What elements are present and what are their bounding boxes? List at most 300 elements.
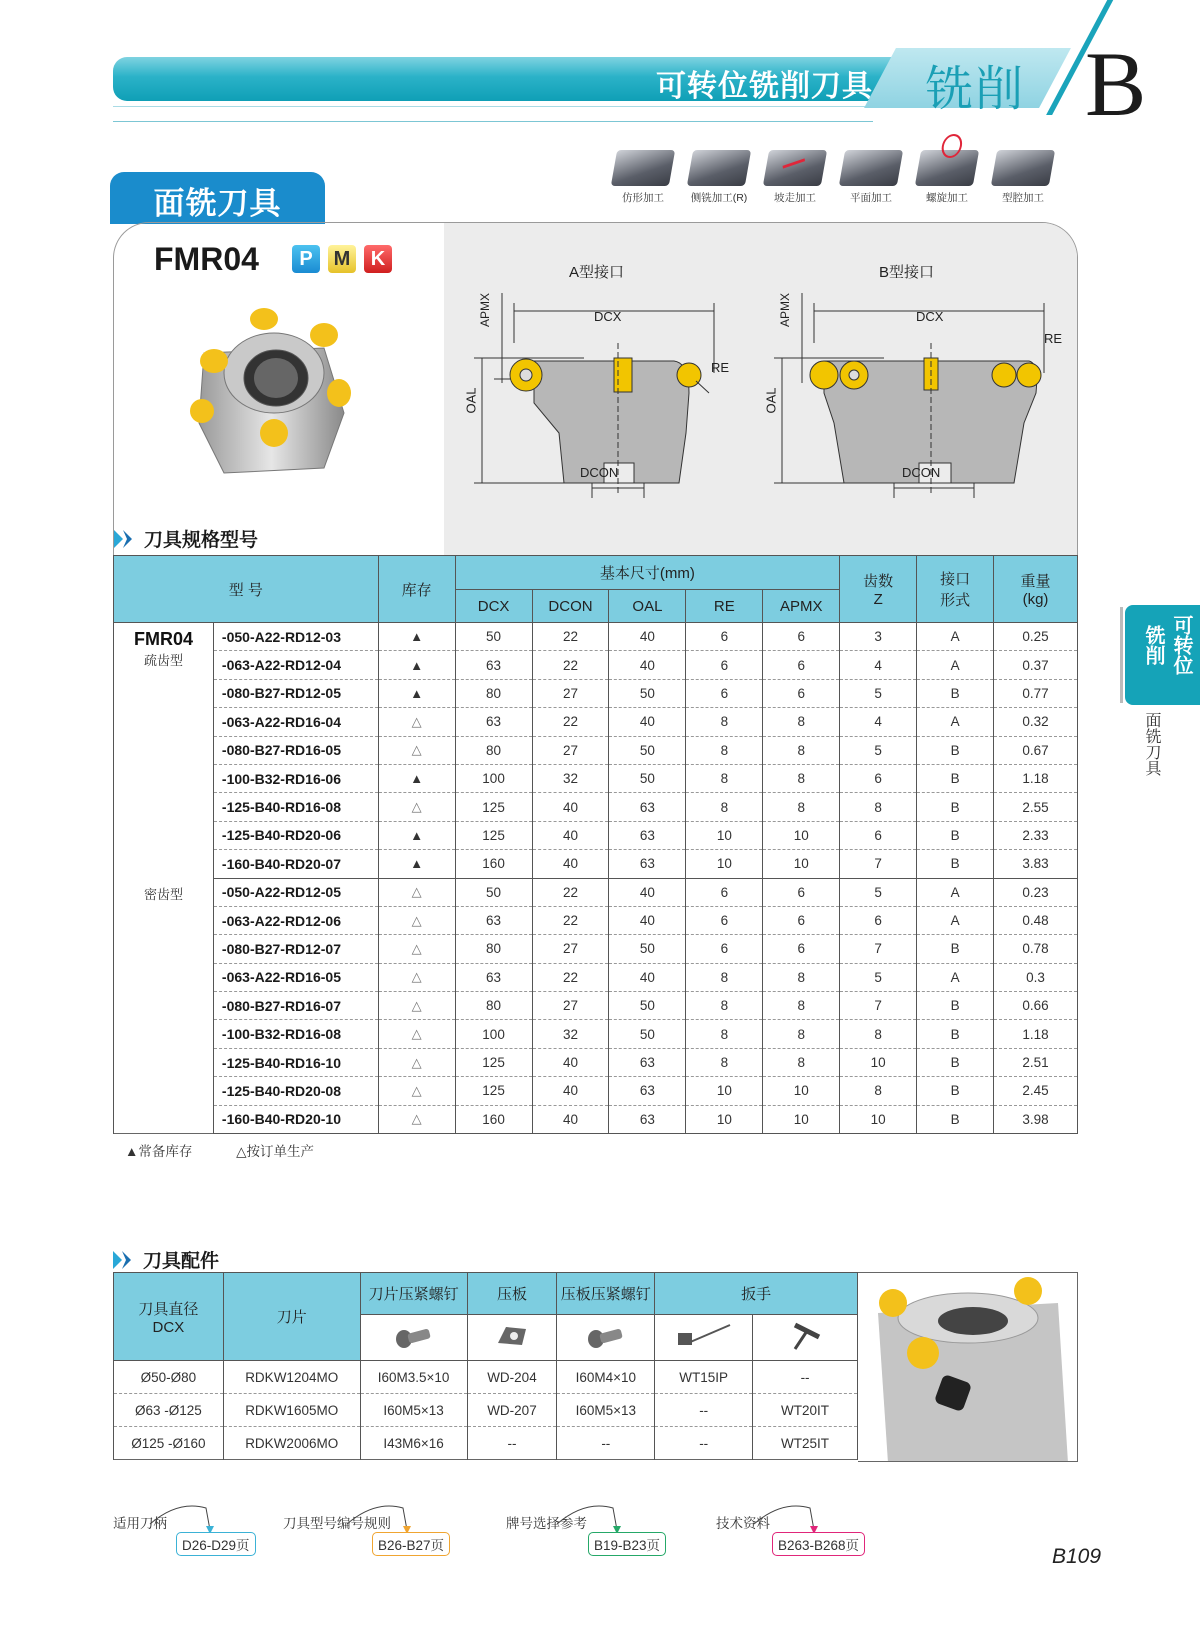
- cell-dcon: 22: [532, 878, 609, 906]
- col-model: 型 号: [114, 556, 379, 623]
- helical-icon: [915, 150, 979, 186]
- cell-re: 6: [686, 906, 763, 934]
- spec-table: [113, 555, 1078, 1134]
- section-letter: B: [1085, 33, 1147, 135]
- cell-dcx: 100: [455, 1020, 532, 1048]
- cell-dcon: 22: [532, 708, 609, 736]
- cell-dcx: 100: [455, 764, 532, 792]
- clamp-image: [467, 1315, 557, 1361]
- model-code: -125-B40-RD20-08: [213, 1077, 378, 1105]
- cell-apmx: 6: [763, 679, 840, 707]
- cell-re: 10: [686, 821, 763, 849]
- cell-z: 10: [840, 1105, 917, 1133]
- cell-iface: B: [917, 850, 994, 878]
- cell-dcon: 32: [532, 764, 609, 792]
- accessories-label: 刀具配件: [143, 1251, 220, 1272]
- cell-re: 8: [686, 1020, 763, 1048]
- cell-oal: 50: [609, 1020, 686, 1048]
- double-chevron-icon: [114, 530, 138, 548]
- cell-stock: △: [378, 1105, 455, 1133]
- cell-dcx: 160: [455, 850, 532, 878]
- cell-clamp-screw: I60M4×10: [557, 1361, 655, 1394]
- cell-dcon: 40: [532, 1077, 609, 1105]
- cell-dcx: 80: [455, 736, 532, 764]
- table-row: [114, 1394, 858, 1427]
- model-code: -160-B40-RD20-07: [213, 850, 378, 878]
- model-code: -063-A22-RD16-05: [213, 963, 378, 991]
- table-row: [114, 850, 1078, 878]
- operation-label: 型腔加工: [1002, 192, 1044, 204]
- cell-dcx: Ø125 -Ø160: [114, 1427, 224, 1460]
- cell-kg: 2.33: [994, 821, 1078, 849]
- footer-link-pages[interactable]: B263-B268页: [772, 1532, 865, 1556]
- cell-apmx: 8: [763, 1048, 840, 1076]
- cell-iface: B: [917, 1105, 994, 1133]
- operation-label: 坡走加工: [774, 192, 816, 204]
- operation-label: 仿形加工: [622, 192, 664, 204]
- cell-iface: A: [917, 906, 994, 934]
- cell-kg: 0.25: [994, 623, 1078, 651]
- header-divider: [113, 106, 973, 107]
- col-insert-screw: 刀片压紧螺钉: [360, 1273, 467, 1315]
- cell-wrench2: WT25IT: [753, 1427, 858, 1460]
- table-row: [114, 821, 1078, 849]
- cell-dcon: 40: [532, 821, 609, 849]
- cell-stock: △: [378, 1020, 455, 1048]
- footer-link-label: 牌号选择参考: [506, 1516, 587, 1531]
- face-milling-icon: [839, 150, 903, 186]
- cell-apmx: 8: [763, 736, 840, 764]
- cell-iface: A: [917, 963, 994, 991]
- cell-kg: 0.66: [994, 992, 1078, 1020]
- col-oal: OAL: [609, 590, 686, 623]
- oal-label: OAL: [463, 387, 479, 414]
- model-code: -063-A22-RD12-06: [213, 906, 378, 934]
- cell-dcon: 27: [532, 679, 609, 707]
- table-row: [114, 1361, 858, 1394]
- cell-dcx: 80: [455, 992, 532, 1020]
- cell-iface: B: [917, 679, 994, 707]
- arrow-icon: [345, 1500, 415, 1534]
- cell-oal: 40: [609, 906, 686, 934]
- cell-kg: 0.78: [994, 935, 1078, 963]
- series-group-cell: [114, 623, 214, 879]
- cell-apmx: 6: [763, 935, 840, 963]
- cell-clamp-screw: I60M5×13: [557, 1394, 655, 1427]
- model-code: -063-A22-RD12-04: [213, 651, 378, 679]
- cell-re: 8: [686, 736, 763, 764]
- cell-iface: A: [917, 623, 994, 651]
- operation-item: [914, 150, 980, 205]
- page-number: B109: [1052, 1545, 1102, 1568]
- diagram-a-title: A型接口: [569, 264, 625, 281]
- operation-label: 平面加工: [850, 192, 892, 204]
- cell-dcon: 27: [532, 736, 609, 764]
- double-chevron-icon: [113, 1251, 137, 1269]
- cell-iface: B: [917, 1020, 994, 1048]
- cell-dcon: 22: [532, 906, 609, 934]
- cell-dcx: 125: [455, 1048, 532, 1076]
- cell-z: 10: [840, 1048, 917, 1076]
- side-tab-line2: 铣削: [1142, 625, 1164, 665]
- cell-oal: 63: [609, 1105, 686, 1133]
- cell-dcon: 22: [532, 651, 609, 679]
- spec-section-title: [114, 525, 258, 552]
- cell-insert-screw: I43M6×16: [360, 1427, 467, 1460]
- series-name: FMR04: [133, 629, 193, 649]
- model-code: -160-B40-RD20-10: [213, 1105, 378, 1133]
- table-row: [114, 992, 1078, 1020]
- table-row: [114, 679, 1078, 707]
- col-dcon: DCON: [532, 590, 609, 623]
- cell-kg: 0.3: [994, 963, 1078, 991]
- cell-z: 8: [840, 1020, 917, 1048]
- cell-stock: △: [378, 963, 455, 991]
- model-code: -100-B32-RD16-06: [213, 764, 378, 792]
- cell-re: 6: [686, 679, 763, 707]
- cell-stock: △: [378, 992, 455, 1020]
- section-tab-label: 面铣刀具: [153, 186, 282, 221]
- accessories-title: [113, 1246, 219, 1273]
- screw-icon: [586, 1321, 626, 1351]
- cell-re: 10: [686, 850, 763, 878]
- dcx-label: DCX: [594, 309, 622, 324]
- cell-z: 4: [840, 651, 917, 679]
- grade-badge-k: K: [364, 245, 392, 273]
- model-code: -080-B27-RD12-07: [213, 935, 378, 963]
- model-code: -050-A22-RD12-03: [213, 623, 378, 651]
- series-type: 疏齿型: [143, 653, 183, 668]
- col-clamp: 压板: [467, 1273, 557, 1315]
- cell-wrench2: --: [753, 1361, 858, 1394]
- cutter-photo: [164, 293, 364, 483]
- product-name: FMR04: [154, 241, 259, 277]
- cell-dcon: 40: [532, 793, 609, 821]
- table-row: [114, 1105, 1078, 1133]
- cell-z: 8: [840, 793, 917, 821]
- table-row: [114, 963, 1078, 991]
- footer-link-label: 技术资料: [716, 1516, 770, 1531]
- cell-z: 5: [840, 736, 917, 764]
- table-row: [114, 878, 1078, 906]
- cell-z: 6: [840, 821, 917, 849]
- cell-oal: 40: [609, 878, 686, 906]
- model-code: -080-B27-RD16-05: [213, 736, 378, 764]
- cell-iface: B: [917, 1048, 994, 1076]
- cell-iface: B: [917, 935, 994, 963]
- re-label: RE: [711, 360, 730, 375]
- model-code: -080-B27-RD12-05: [213, 679, 378, 707]
- col-apmx: APMX: [763, 590, 840, 623]
- cell-iface: B: [917, 992, 994, 1020]
- cell-apmx: 10: [763, 850, 840, 878]
- cell-clamp: WD-204: [467, 1361, 557, 1394]
- cell-iface: A: [917, 651, 994, 679]
- cell-oal: 63: [609, 1077, 686, 1105]
- l-wrench-icon: [674, 1321, 734, 1351]
- cell-oal: 50: [609, 764, 686, 792]
- table-row: [114, 708, 1078, 736]
- cell-stock: ▲: [378, 764, 455, 792]
- operation-label: 螺旋加工: [926, 192, 968, 204]
- model-code: -080-B27-RD16-07: [213, 992, 378, 1020]
- cell-dcx: 80: [455, 679, 532, 707]
- side-tab-subtitle: 面铣刀具: [1143, 712, 1160, 776]
- header-banner: [113, 57, 903, 101]
- cell-re: 8: [686, 963, 763, 991]
- table-row: [114, 651, 1078, 679]
- cell-dcon: 32: [532, 1020, 609, 1048]
- profiling-icon: [611, 150, 675, 186]
- footer-link-label: 适用刀柄: [113, 1516, 167, 1531]
- cell-dcx: 50: [455, 878, 532, 906]
- dcx-label: DCX: [916, 309, 944, 324]
- col-stock: 库存: [378, 556, 455, 623]
- cell-apmx: 8: [763, 1020, 840, 1048]
- table-row: [114, 1048, 1078, 1076]
- cell-dcon: 22: [532, 623, 609, 651]
- model-code: -063-A22-RD16-04: [213, 708, 378, 736]
- accessory-photo: [858, 1272, 1078, 1462]
- cell-stock: ▲: [378, 623, 455, 651]
- cell-iface: B: [917, 1077, 994, 1105]
- cell-apmx: 8: [763, 992, 840, 1020]
- cell-wrench1: WT15IP: [655, 1361, 753, 1394]
- cell-dcx: 80: [455, 935, 532, 963]
- cell-iface: A: [917, 708, 994, 736]
- banner-title: 可转位铣削刀具: [656, 70, 873, 103]
- cell-kg: 0.37: [994, 651, 1078, 679]
- cell-kg: 0.23: [994, 878, 1078, 906]
- apmx-label: APMX: [478, 292, 493, 328]
- arrow-icon: [752, 1500, 822, 1534]
- cell-stock: △: [378, 793, 455, 821]
- operation-item: [686, 150, 752, 205]
- cell-dcx: 160: [455, 1105, 532, 1133]
- cell-insert: RDKW1204MO: [223, 1361, 360, 1394]
- cell-apmx: 10: [763, 1077, 840, 1105]
- cell-apmx: 6: [763, 623, 840, 651]
- legend-made-to-order: △按订单生产: [236, 1144, 315, 1159]
- cell-insert-screw: I60M3.5×10: [360, 1361, 467, 1394]
- cell-re: 6: [686, 935, 763, 963]
- operations-list: [610, 150, 1056, 205]
- arrow-icon: [148, 1500, 218, 1534]
- series-type: 密齿型: [143, 887, 183, 903]
- model-code: -125-B40-RD16-08: [213, 793, 378, 821]
- series-group-cell: [114, 878, 214, 1134]
- cell-apmx: 6: [763, 906, 840, 934]
- cell-z: 7: [840, 935, 917, 963]
- cell-dcx: 63: [455, 963, 532, 991]
- operation-item: [838, 150, 904, 205]
- col-interface: 接口 形式: [917, 556, 994, 623]
- cell-re: 8: [686, 793, 763, 821]
- stock-legend: [125, 1140, 354, 1160]
- operation-label: 侧铣加工(R): [690, 192, 748, 204]
- operation-item: [610, 150, 676, 205]
- cell-stock: ▲: [378, 679, 455, 707]
- cell-iface: B: [917, 736, 994, 764]
- table-row: [114, 935, 1078, 963]
- cell-apmx: 8: [763, 793, 840, 821]
- cell-re: 10: [686, 1105, 763, 1133]
- cell-apmx: 6: [763, 651, 840, 679]
- footer-link-pages[interactable]: D26-D29页: [176, 1532, 256, 1556]
- cell-insert: RDKW1605MO: [223, 1394, 360, 1427]
- cell-z: 5: [840, 878, 917, 906]
- cell-stock: △: [378, 935, 455, 963]
- diagram-area: [444, 223, 1077, 555]
- cell-kg: 3.83: [994, 850, 1078, 878]
- cell-stock: △: [378, 1048, 455, 1076]
- cell-apmx: 6: [763, 878, 840, 906]
- cell-kg: 2.55: [994, 793, 1078, 821]
- cell-kg: 3.98: [994, 1105, 1078, 1133]
- cell-iface: B: [917, 764, 994, 792]
- cell-kg: 0.48: [994, 906, 1078, 934]
- cell-dcx: Ø50-Ø80: [114, 1361, 224, 1394]
- cell-apmx: 10: [763, 821, 840, 849]
- cell-z: 3: [840, 623, 917, 651]
- cell-dcx: 125: [455, 793, 532, 821]
- model-code: -125-B40-RD16-10: [213, 1048, 378, 1076]
- cell-oal: 50: [609, 935, 686, 963]
- cell-clamp: --: [467, 1427, 557, 1460]
- cell-oal: 50: [609, 679, 686, 707]
- screw-icon: [394, 1321, 434, 1351]
- col-weight: 重量 (kg): [994, 556, 1078, 623]
- cell-clamp-screw: --: [557, 1427, 655, 1460]
- footer-link-label: 刀具型号编号规则: [283, 1516, 391, 1531]
- pocketing-icon: [991, 150, 1055, 186]
- cell-wrench1: --: [655, 1394, 753, 1427]
- cell-re: 10: [686, 1077, 763, 1105]
- cell-z: 5: [840, 679, 917, 707]
- cell-oal: 63: [609, 850, 686, 878]
- model-code: -100-B32-RD16-08: [213, 1020, 378, 1048]
- side-tab-line1: 可转位: [1170, 615, 1192, 675]
- cell-re: 8: [686, 992, 763, 1020]
- col-wrench: 扳手: [655, 1273, 858, 1315]
- cell-re: 8: [686, 1048, 763, 1076]
- cell-dcon: 40: [532, 1048, 609, 1076]
- cell-re: 8: [686, 764, 763, 792]
- re-label: RE: [1044, 331, 1063, 346]
- cell-apmx: 8: [763, 764, 840, 792]
- cell-re: 8: [686, 708, 763, 736]
- operation-item: [990, 150, 1056, 205]
- dcon-label: DCON: [580, 465, 619, 480]
- footer-link-pages[interactable]: B26-B27页: [372, 1532, 450, 1556]
- cell-oal: 63: [609, 793, 686, 821]
- cell-kg: 0.32: [994, 708, 1078, 736]
- t-wrench-icon: [785, 1321, 825, 1351]
- footer-link-pages[interactable]: B19-B23页: [588, 1532, 666, 1556]
- cell-iface: B: [917, 793, 994, 821]
- cell-dcx: 63: [455, 708, 532, 736]
- cell-apmx: 10: [763, 1105, 840, 1133]
- side-tab[interactable]: [1125, 605, 1200, 705]
- cell-stock: ▲: [378, 821, 455, 849]
- cell-stock: △: [378, 708, 455, 736]
- col-re: RE: [686, 590, 763, 623]
- cell-dcon: 40: [532, 850, 609, 878]
- cell-dcon: 27: [532, 992, 609, 1020]
- wrench-t-image: [753, 1315, 858, 1361]
- cell-kg: 2.51: [994, 1048, 1078, 1076]
- diagram-b-title: B型接口: [879, 264, 935, 281]
- table-row: [114, 623, 1078, 651]
- clamp-plate-icon: [492, 1321, 532, 1351]
- cell-apmx: 8: [763, 963, 840, 991]
- table-row: [114, 1020, 1078, 1048]
- grade-badge-m: M: [328, 245, 356, 273]
- col-insert: 刀片: [223, 1273, 360, 1361]
- table-row: [114, 1427, 858, 1460]
- cell-wrench1: --: [655, 1427, 753, 1460]
- cell-z: 6: [840, 906, 917, 934]
- cell-kg: 1.18: [994, 1020, 1078, 1048]
- cell-kg: 1.18: [994, 764, 1078, 792]
- cell-kg: 0.67: [994, 736, 1078, 764]
- cell-oal: 40: [609, 651, 686, 679]
- table-row: [114, 1077, 1078, 1105]
- cell-stock: △: [378, 878, 455, 906]
- cell-insert: RDKW2006MO: [223, 1427, 360, 1460]
- table-row: [114, 793, 1078, 821]
- side-tab-bar: [1120, 607, 1123, 703]
- cell-stock: ▲: [378, 850, 455, 878]
- cell-dcx: 125: [455, 1077, 532, 1105]
- cell-oal: 63: [609, 821, 686, 849]
- cell-oal: 50: [609, 736, 686, 764]
- cell-z: 4: [840, 708, 917, 736]
- grade-badge-p: P: [292, 245, 320, 273]
- product-panel: [113, 222, 1078, 555]
- cell-iface: B: [917, 821, 994, 849]
- col-teeth: 齿数 Z: [840, 556, 917, 623]
- category-label: 铣削: [925, 63, 1026, 116]
- cutter-closeup-image: [858, 1273, 1078, 1462]
- model-code: -125-B40-RD20-06: [213, 821, 378, 849]
- oal-label: OAL: [763, 387, 779, 414]
- wrench-l-image: [655, 1315, 753, 1361]
- col-basic-dims: 基本尺寸(mm): [455, 556, 840, 590]
- cell-oal: 63: [609, 1048, 686, 1076]
- section-tab: [110, 172, 325, 224]
- cell-re: 6: [686, 651, 763, 679]
- cell-re: 6: [686, 623, 763, 651]
- operation-item: [762, 150, 828, 205]
- clamp-screw-image: [557, 1315, 655, 1361]
- cell-dcx: 63: [455, 651, 532, 679]
- cell-dcon: 40: [532, 1105, 609, 1133]
- table-row: [114, 764, 1078, 792]
- cell-wrench2: WT20IT: [753, 1394, 858, 1427]
- cell-z: 7: [840, 850, 917, 878]
- cell-oal: 50: [609, 992, 686, 1020]
- arrow-icon: [555, 1500, 625, 1534]
- cell-oal: 40: [609, 623, 686, 651]
- cell-z: 7: [840, 992, 917, 1020]
- cell-clamp: WD-207: [467, 1394, 557, 1427]
- cell-apmx: 8: [763, 708, 840, 736]
- cell-dcx: 50: [455, 623, 532, 651]
- cell-insert-screw: I60M5×13: [360, 1394, 467, 1427]
- side-milling-icon: [687, 150, 751, 186]
- cell-z: 8: [840, 1077, 917, 1105]
